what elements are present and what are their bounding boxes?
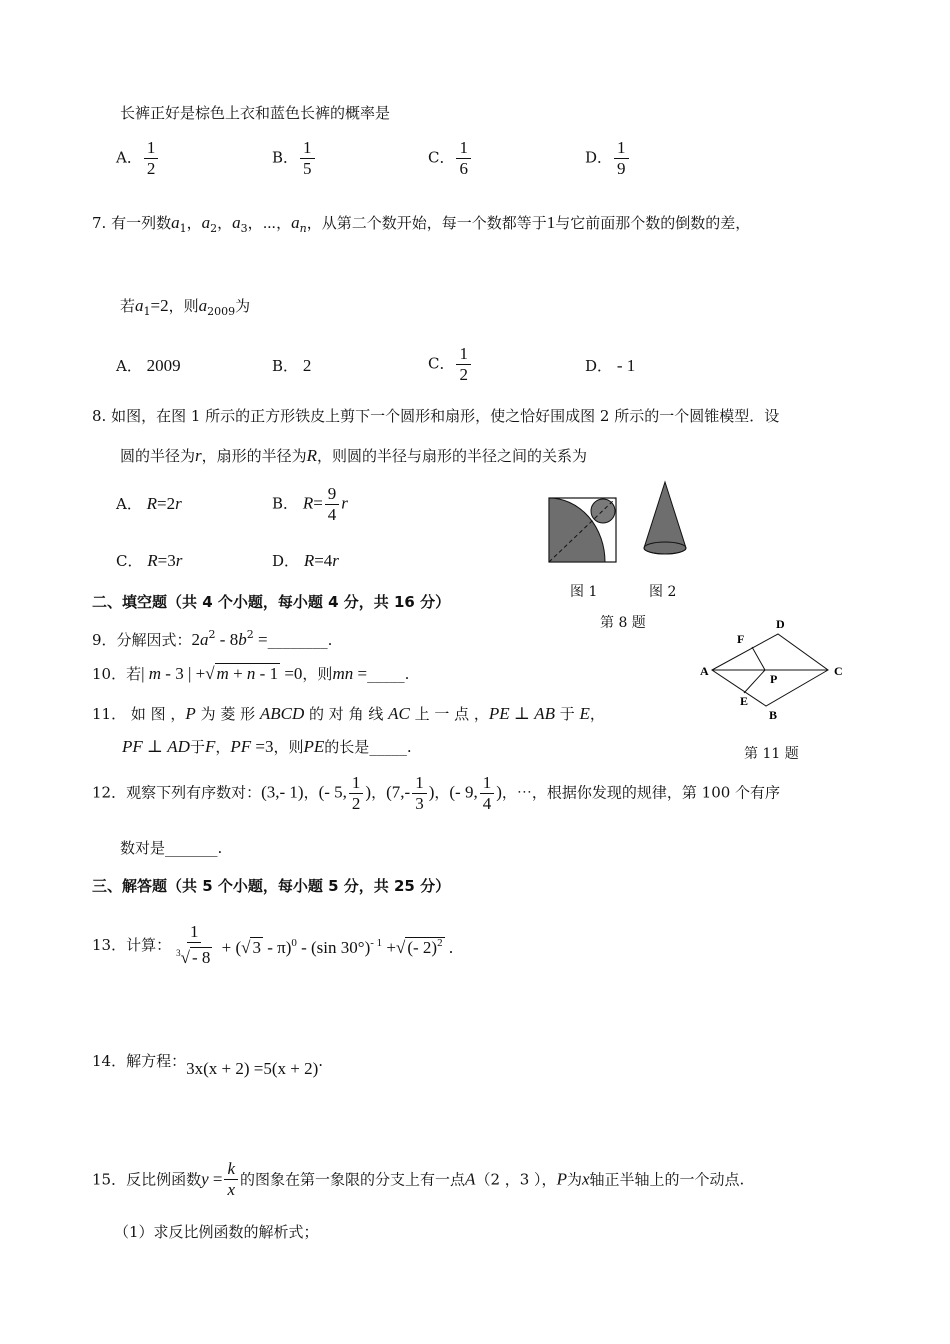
q11-rhombus-figure (694, 612, 854, 724)
q6-option-a: A． $\frac{1}{2}$ (116, 138, 160, 179)
q8-line1: 8. 如图，在图 1 所示的正方形铁皮上剪下一个圆形和扇形，使之恰好围成图 2 所示的一个圆锥模型．设 (92, 407, 780, 425)
q15-part1: （1）求反比例函数的解析式； (114, 1223, 319, 1241)
q8-fig1-label: 图 1 (570, 584, 598, 600)
q6-option-b: B． $\frac{1}{5}$ (272, 138, 317, 179)
q14: 14．解方程：3x(x + 2) =5(x + 2). (92, 1052, 324, 1078)
q11-label-f: F (737, 632, 745, 646)
q11-label-d: D (776, 617, 785, 631)
q11-label-a: A (700, 664, 709, 678)
q12-line1: 12．观察下列有序数对：(3,- 1)，(- 5, $\frac{1}{2}$ )，(7,- $\frac{1}{3}$ )，(- 9, $\frac{1}{4}$ )，⋯，根据你发现的规律，第 100 个有序 (92, 773, 781, 813)
q11-caption: 第 11 题 (744, 746, 799, 762)
q12-line2: 数对是_______. (120, 839, 223, 857)
q6-option-d: D． $\frac{1}{9}$ (585, 138, 631, 179)
q8-option-c: C． R=3r (116, 551, 183, 570)
q11-label-b: B (769, 708, 778, 722)
q11-label-c: C (834, 664, 843, 678)
q6-continuation: 长裤正好是棕色上衣和蓝色长裤的概率是 (120, 104, 391, 122)
q7-line1: 7. 有一列数$a_1$，$a_2$，$a_3$，⋯，$a_n$，从第二个数开始，每一个数都等于1与它前面那个数的倒数的差， (92, 213, 751, 235)
q8-option-a: A． R=2r (116, 494, 182, 513)
q15: 15．反比例函数y = $\frac{k}{x}$ 的图象在第一象限的分支上有一点A（2 ，3 ），P为x轴正半轴上的一个动点. (92, 1159, 745, 1199)
q9: 9．分解因式：$2a^2 - 8b^2$ =________. (92, 628, 333, 649)
q10: 10．若| m - 3 | +√ m + n - 1 =0，则mn =_____. (92, 664, 410, 683)
q11-label-p: P (770, 672, 778, 686)
q11-line2: PF ⊥ AD于F，PF =3，则PE的长是_____. (122, 737, 412, 756)
section-2-header: 二、填空题（共 4 个小题，每小题 4 分，共 16 分） (92, 593, 451, 611)
q11-label-e: E (740, 694, 749, 708)
q11-line1: 11． 如 图 ，P 为 菱 形 ABCD 的 对 角 线 AC 上 一 点 ，PE ⊥ AB 于 E， (92, 704, 605, 723)
q8-figure-1 (545, 494, 621, 566)
q8-option-b: B． R= $\frac{9}{4}$ r (272, 484, 348, 524)
q13: 13．计算： $\frac{1}{^3√ - 8}$ + (√ 3 - π)$^0$ - (sin 30°)$^{- 1}$ +√ (- 2)$^2$ . (92, 922, 454, 967)
section-3-header: 三、解答题（共 5 个小题，每小题 5 分，共 25 分） (92, 877, 451, 895)
q7-option-b: B． 2 (272, 356, 312, 375)
q8-fig2-label: 图 2 (649, 584, 677, 600)
q7-line2: 若$a_1=2$，则$a_{2009}$为 (120, 296, 251, 318)
q7-option-a: A． 2009 (116, 356, 181, 375)
q8-figure-2 (639, 478, 695, 560)
q6-option-c: C． $\frac{1}{6}$ (428, 138, 473, 179)
q7-option-d: D． - 1 (585, 356, 636, 375)
q8-caption: 第 8 题 (600, 615, 646, 631)
q7-option-c: C． $\frac{1}{2}$ (428, 344, 473, 385)
q8-line2: 圆的半径为r，扇形的半径为R，则圆的半径与扇形的半径之间的关系为 (120, 446, 588, 465)
q8-option-d: D． R=4r (272, 551, 339, 570)
